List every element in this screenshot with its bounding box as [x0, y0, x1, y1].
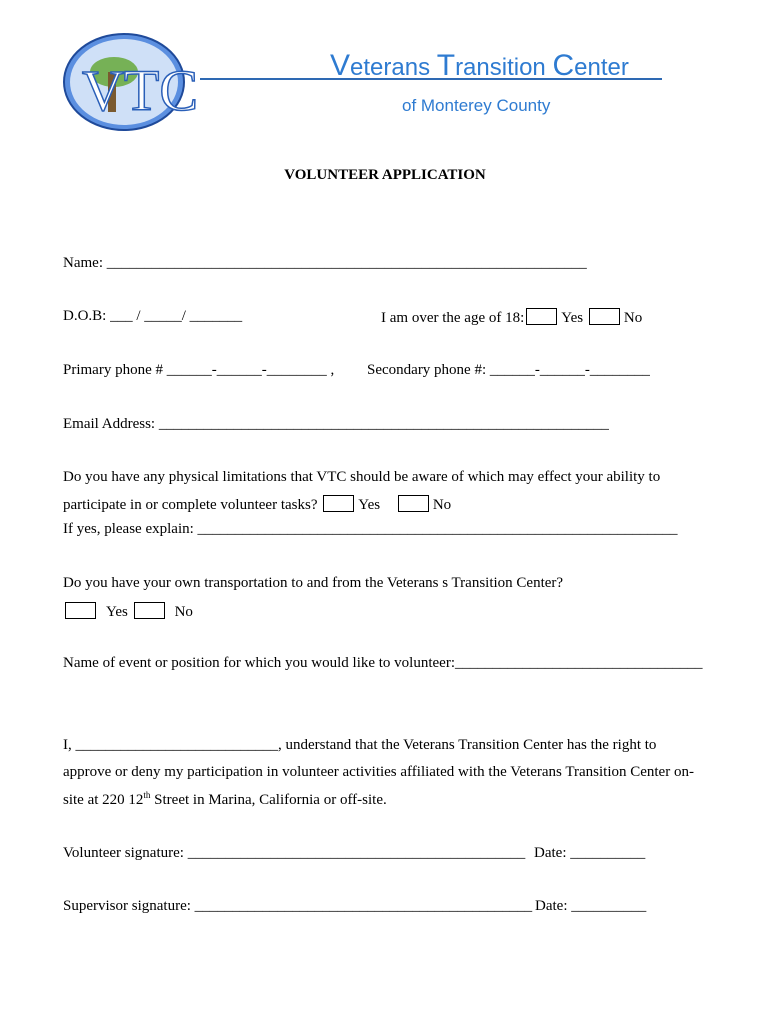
supervisor-signature-field[interactable]: Supervisor signature: _____________________________________________	[63, 898, 533, 914]
volunteer-date-field[interactable]: Date: __________	[534, 845, 646, 861]
age-question	[381, 308, 642, 327]
limitations-question: Do you have any physical limitations that VTC should be aware of which may effect your ability to	[63, 469, 661, 485]
event-field[interactable]: Name of event or position for which you would like to volunteer:_________________________________	[63, 655, 703, 671]
limitations-yes-label: Yes	[358, 497, 381, 513]
limitations-label: participate in or complete volunteer tasks?	[63, 497, 318, 513]
dob-field[interactable]: D.O.B: ___ / _____/ _______	[63, 308, 243, 324]
age-question-label: I am over the age of 18:	[381, 310, 525, 326]
transport-options	[63, 602, 193, 621]
understand-line-3: site at 220 12th Street in Marina, California or off-site.	[63, 790, 387, 808]
vtc-logo	[62, 32, 198, 132]
understand-line-2: approve or deny my participation in volunteer activities affiliated with the Veterans Transition Center on-	[63, 764, 694, 780]
limitations-no-checkbox[interactable]	[398, 495, 429, 512]
volunteer-signature-field[interactable]: Volunteer signature: _____________________________________________	[63, 845, 526, 861]
transport-no-checkbox[interactable]	[134, 602, 165, 619]
limitations-question-cont	[63, 495, 451, 514]
email-field[interactable]: Email Address: ____________________________________________________________	[63, 416, 609, 432]
explain-field[interactable]: If yes, please explain: ________________________________________________________________	[63, 521, 678, 537]
age-no-checkbox[interactable]	[589, 308, 620, 325]
secondary-phone-field[interactable]: Secondary phone #: ______-______-________	[367, 362, 650, 378]
org-subtitle: of Monterey County	[402, 96, 551, 115]
name-field[interactable]: Name: ________________________________________________________________	[63, 255, 587, 271]
transport-yes-checkbox[interactable]	[65, 602, 96, 619]
supervisor-date-field[interactable]: Date: __________	[535, 898, 647, 914]
transport-yes-label: Yes	[106, 604, 128, 620]
limitations-no-label: No	[432, 497, 452, 513]
logo-text: VTC	[82, 58, 198, 123]
primary-phone-field[interactable]: Primary phone # ______-______-________ ,	[63, 362, 335, 378]
age-yes-label: Yes	[561, 310, 584, 326]
understand-line-1[interactable]: I, ___________________________, understand that the Veterans Transition Center has the right to	[63, 737, 657, 753]
age-no-label: No	[623, 310, 643, 326]
transport-question: Do you have your own transportation to and from the Veterans s Transition Center?	[63, 575, 564, 591]
transport-no-label: No	[174, 604, 193, 620]
age-yes-checkbox[interactable]	[526, 308, 557, 325]
form-title: VOLUNTEER APPLICATION	[284, 167, 486, 183]
limitations-yes-checkbox[interactable]	[323, 495, 354, 512]
org-title: Veterans Transition Center	[330, 49, 629, 82]
